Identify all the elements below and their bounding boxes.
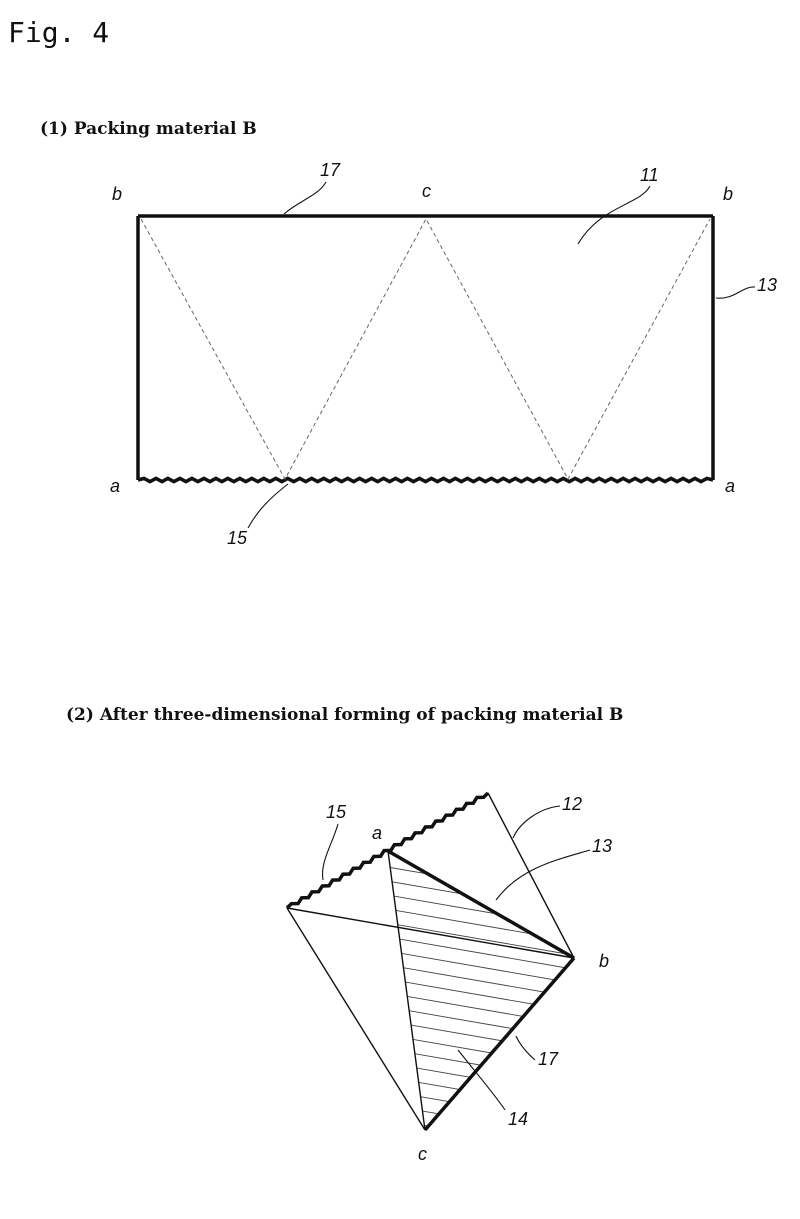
ref-15-bottom-edge: 15 [227, 528, 248, 548]
hatch-line [370, 976, 590, 1014]
hatch-line [370, 1102, 590, 1140]
edge-left-to-c [287, 908, 425, 1130]
ref-11-sheet: 11 [640, 165, 659, 185]
packing-material-formed [287, 793, 590, 1154]
fold-lines [141, 219, 710, 479]
leader-15b [323, 824, 338, 880]
leader-13b [496, 850, 590, 900]
bottom-wavy-edge [138, 478, 713, 481]
leader-17 [284, 182, 326, 214]
hatched-face [370, 850, 590, 1154]
part1-heading: (1) Packing material B [40, 119, 257, 139]
vertex-label-b-left: b [112, 184, 123, 204]
vertex-label-c: c [418, 1144, 427, 1164]
packing-material-flat [138, 216, 713, 482]
hatch-line [370, 878, 590, 916]
leader-12 [513, 806, 560, 838]
hatch-line [370, 850, 590, 888]
edge-b-to-c [425, 958, 574, 1130]
hatch-line [370, 1074, 590, 1112]
hatch-line [370, 864, 590, 902]
ref-13-edge: 13 [592, 836, 613, 856]
ref-15-wavy-edge: 15 [326, 802, 347, 822]
vertex-label-a: a [372, 823, 383, 843]
vertex-label-b: b [599, 951, 610, 971]
ref-17-top-edge: 17 [320, 160, 341, 180]
vertex-label-c-top: c [422, 181, 431, 201]
part2-heading: (2) After three-dimensional forming of packing material B [66, 705, 624, 725]
hatch-line [370, 1116, 590, 1154]
ref-17-edge: 17 [538, 1049, 559, 1069]
ref-12-face: 12 [562, 794, 583, 814]
leader-14 [458, 1050, 505, 1110]
vertex-label-b-right: b [723, 184, 734, 204]
leader-17b [516, 1036, 535, 1060]
hatch-line [370, 1004, 590, 1042]
leader-13 [716, 287, 755, 298]
edge-a-to-c [388, 851, 425, 1130]
ref-13-right-edge: 13 [757, 275, 778, 295]
vertex-label-a-right: a [725, 476, 736, 496]
figure-title: Fig. 4 [8, 16, 110, 49]
ref-14-hatched-face: 14 [508, 1109, 529, 1129]
vertex-label-a-left: a [110, 476, 121, 496]
hatch-line [370, 990, 590, 1028]
leader-15 [248, 484, 288, 528]
